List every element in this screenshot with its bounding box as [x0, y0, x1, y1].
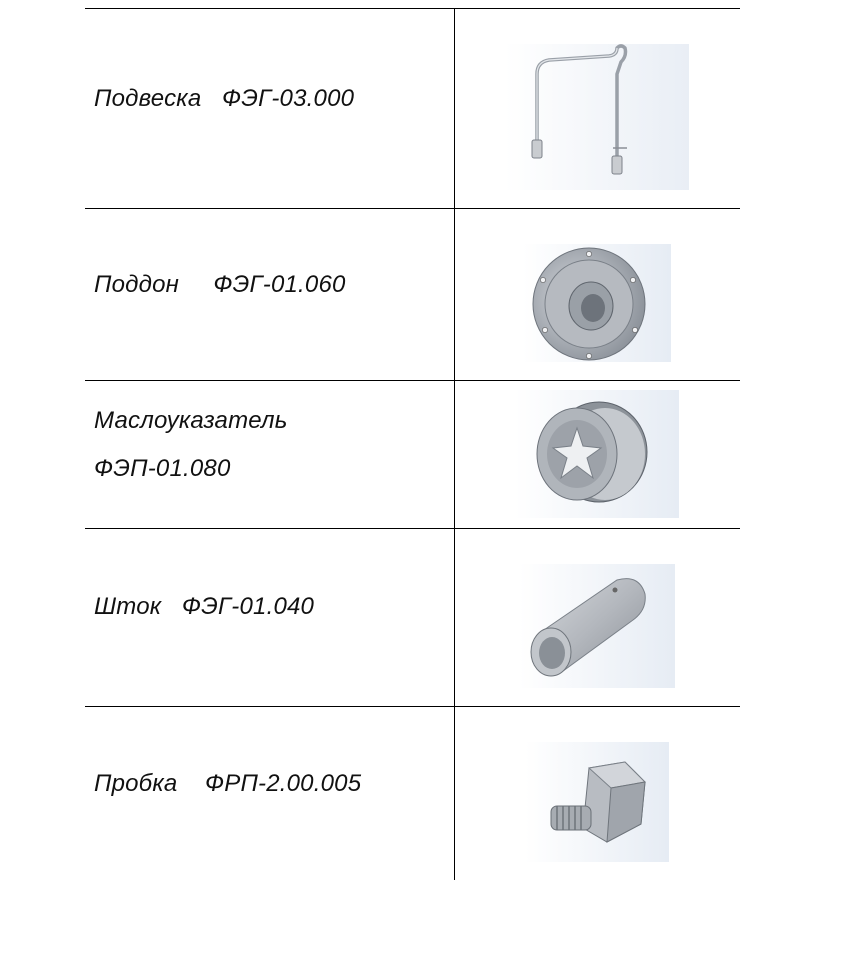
tray-flange-icon	[523, 244, 671, 362]
part-label-row-2	[94, 271, 346, 299]
part-name: Подвеска	[94, 85, 202, 112]
part-code-row-3: ФЭП-01.080	[94, 455, 231, 482]
rod-tube-icon	[519, 564, 675, 688]
part-code: ФЭГ-01.060	[213, 271, 346, 298]
column-divider	[454, 8, 455, 880]
part-code: ФЭГ-01.040	[181, 593, 315, 620]
table-border-top	[85, 8, 740, 9]
hanger-wire-icon	[505, 44, 689, 190]
parts-table	[85, 8, 740, 880]
part-name: Поддон	[94, 271, 180, 298]
part-name: Пробка	[94, 770, 178, 797]
part-name: Шток	[94, 593, 162, 620]
row-divider	[85, 706, 740, 707]
part-name-row-3: Маслоуказатель	[94, 407, 288, 434]
oil-indicator-icon	[515, 390, 679, 518]
part-label-row-4	[94, 593, 314, 621]
row-divider	[85, 208, 740, 209]
row-divider	[85, 528, 740, 529]
part-code: ФЭГ-03.000	[221, 85, 355, 112]
part-label-row-5	[94, 770, 361, 798]
plug-bolt-icon	[525, 742, 669, 862]
part-label-row-1	[94, 85, 354, 113]
row-divider	[85, 380, 740, 381]
part-code: ФРП-2.00.005	[204, 770, 362, 797]
